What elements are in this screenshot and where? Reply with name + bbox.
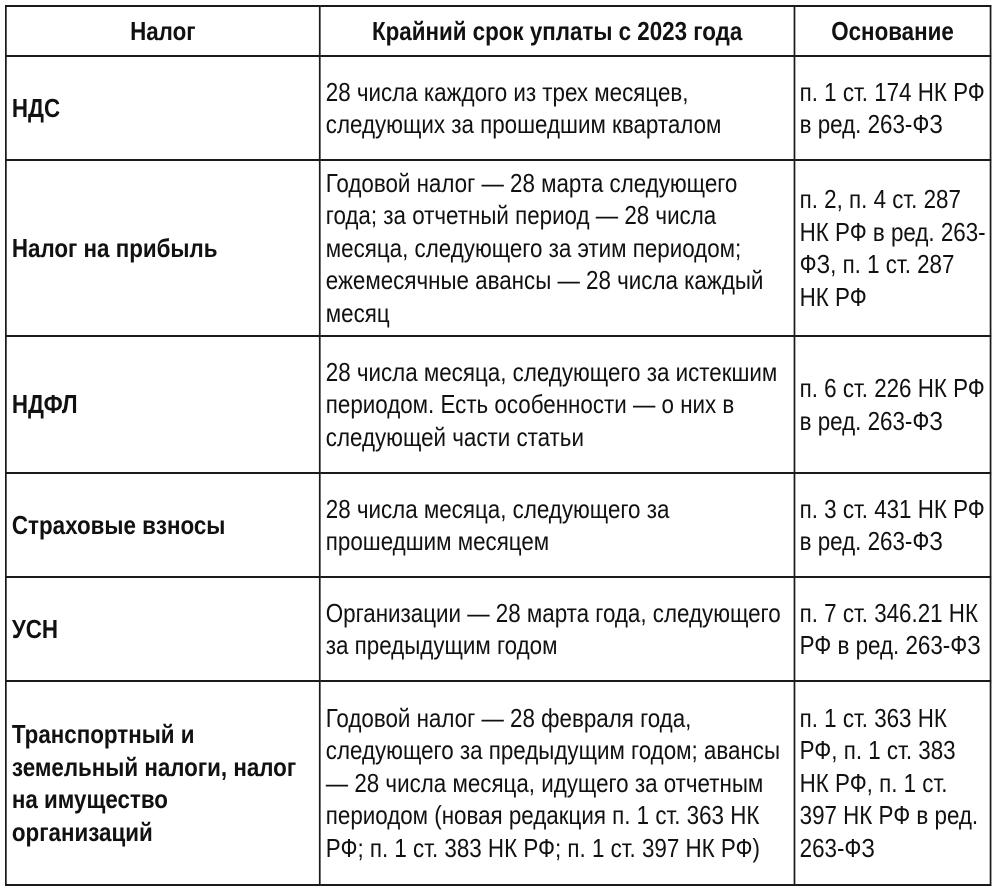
basis-cell: п. 7 ст. 346.21 НК РФ в ред. 263-ФЗ <box>794 577 990 681</box>
table-body <box>6 56 991 885</box>
tax-deadlines-table <box>5 5 991 886</box>
header-row <box>6 6 991 56</box>
basis-cell: п. 1 ст. 363 НК РФ, п. 1 ст. 383 НК РФ, п. 1 ст. 397 НК РФ в ред. 263-ФЗ <box>794 681 990 885</box>
basis-cell: п. 2, п. 4 ст. 287 НК РФ в ред. 263-ФЗ, п. 1 ст. 287 НК РФ <box>794 160 990 336</box>
table-row <box>6 577 991 681</box>
table-row <box>6 473 991 577</box>
tax-name-cell: НДФЛ <box>6 336 320 473</box>
header-deadline: Крайний срок уплаты с 2023 года <box>320 6 795 56</box>
header-tax: Налог <box>6 6 320 56</box>
tax-name-cell: НДС <box>6 56 320 160</box>
deadline-cell: 28 числа месяца, следующего за прошедшим месяцем <box>320 473 795 577</box>
basis-cell: п. 3 ст. 431 НК РФ в ред. 263-ФЗ <box>794 473 990 577</box>
table-header <box>6 6 991 56</box>
tax-name-cell: УСН <box>6 577 320 681</box>
deadline-cell: 28 числа месяца, следующего за истекшим периодом. Есть особенности — о них в следующей части статьи <box>320 336 795 473</box>
deadline-cell: Организации — 28 марта года, следующего за предыдущим годом <box>320 577 795 681</box>
basis-cell: п. 1 ст. 174 НК РФ в ред. 263-ФЗ <box>794 56 990 160</box>
basis-cell: п. 6 ст. 226 НК РФ в ред. 263-ФЗ <box>794 336 990 473</box>
table-row <box>6 336 991 473</box>
tax-name-cell: Налог на прибыль <box>6 160 320 336</box>
table-row <box>6 160 991 336</box>
deadline-cell: 28 числа каждого из трех месяцев, следующих за прошедшим кварталом <box>320 56 795 160</box>
tax-name-cell: Транспортный и земельный налоги, налог на имущество организаций <box>6 681 320 885</box>
table-row <box>6 56 991 160</box>
deadline-cell: Годовой налог — 28 марта следующего года; за отчетный период — 28 числа месяца, следующего за этим периодом; ежемесячные авансы — 28 числа каждый месяц <box>320 160 795 336</box>
header-basis: Основание <box>794 6 990 56</box>
tax-name-cell: Страховые взносы <box>6 473 320 577</box>
deadline-cell: Годовой налог — 28 февраля года, следующего за предыдущим годом; авансы — 28 числа месяца, идущего за отчетным периодом (новая редакция п. 1 ст. 363 НК РФ; п. 1 ст. 383 НК РФ; п. 1 ст. 397 НК РФ) <box>320 681 795 885</box>
table-row <box>6 681 991 885</box>
